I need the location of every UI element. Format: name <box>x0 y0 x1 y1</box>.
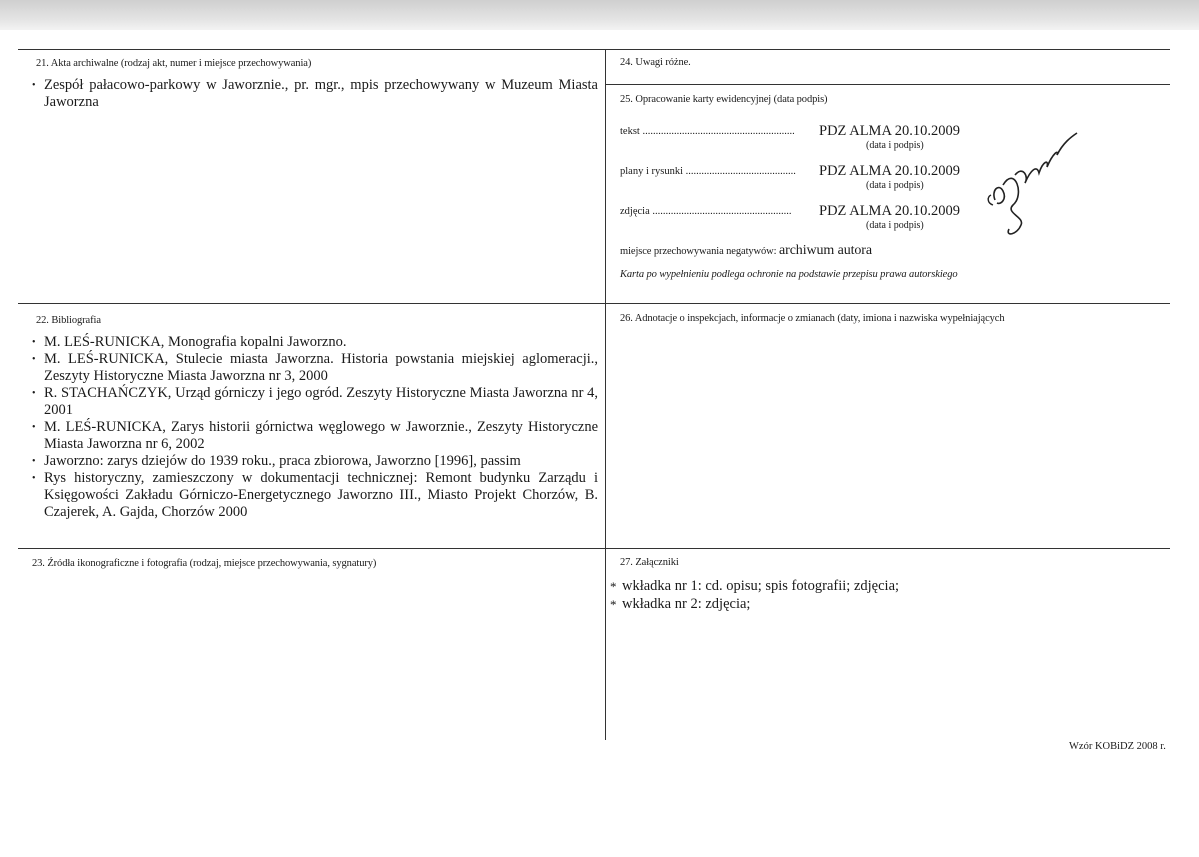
copyright-note: Karta po wypełnieniu podlega ochronie na podstawie przepisu prawa autorskiego <box>620 269 958 280</box>
bullet: • <box>32 354 36 365</box>
list-item: • Rys historyczny, zamieszczony w dokumentacji technicznej: Remont budynku Zarządu i Księgowości Zakładu Górniczo-Energetycznego Jaworzno III., Miasto Projekt Chorzów, B. Czajerek, A. Gajda, Chorzów 2000 <box>32 470 598 520</box>
list-item: • R. STACHAŃCZYK, Urząd górniczy i jego ogród. Zeszyty Historyczne Miasta Jaworzna nr 4, 2001 <box>32 385 598 418</box>
bullet: * <box>610 597 617 612</box>
bullet: * <box>610 579 617 594</box>
rule-row2-bottom <box>18 548 1170 549</box>
section-23-label: 23. Źródła ikonograficzne i fotografia (rodzaj, miejsce przechowywania, sygnatury) <box>32 558 377 569</box>
list-item: • Zespół pałacowo-parkowy w Jaworznie., pr. mgr., mpis przechowywany w Muzeum Miasta Jaworzna <box>32 77 598 110</box>
rule-s24-bottom <box>605 84 1170 85</box>
section-22-list <box>32 334 598 521</box>
section-27-label: 27. Załączniki <box>620 557 679 568</box>
rule-center <box>605 49 606 740</box>
list-item: * wkładka nr 2: zdjęcia; <box>610 596 751 612</box>
section-22-label: 22. Bibliografia <box>36 315 101 326</box>
negatives-storage: miejsce przechowywania negatywów: archiwum autora <box>620 243 872 258</box>
section-26-label: 26. Adnotacje o inspekcjach, informacje o zmianach (daty, imiona i nazwiska wypełniających <box>620 313 1005 324</box>
signature-sub-text: (data i podpis) <box>866 140 924 151</box>
negatives-storage-value: archiwum autora <box>779 243 872 258</box>
bullet: • <box>32 388 36 399</box>
bullet: • <box>32 337 36 348</box>
bullet: • <box>32 473 36 484</box>
section-27-list <box>610 578 1150 613</box>
section-21-label: 21. Akta archiwalne (rodzaj akt, numer i miejsce przechowywania) <box>36 58 312 69</box>
handwritten-signature <box>985 125 1080 245</box>
list-item: • Jaworzno: zarys dziejów do 1939 roku., praca zbiorowa, Jaworzno [1996], passim <box>32 453 521 469</box>
section-21-list <box>32 77 598 111</box>
rule-row1-bottom <box>18 303 1170 304</box>
signature-row-photos: zdjęcia ..................................................... PDZ ALMA 20.10.2009 <box>620 203 960 219</box>
list-item: * wkładka nr 1: cd. opisu; spis fotografii; zdjęcia; <box>610 578 900 594</box>
form-template-footer: Wzór KOBiDZ 2008 r. <box>1069 741 1166 752</box>
list-item: • M. LEŚ-RUNICKA, Zarys historii górnictwa węglowego w Jaworznie., Zeszyty Historyczne Miasta Jaworzna nr 6, 2002 <box>32 419 598 452</box>
section-25-label: 25. Opracowanie karty ewidencyjnej (data podpis) <box>620 94 828 105</box>
signature-sub-plans: (data i podpis) <box>866 180 924 191</box>
signature-sub-photos: (data i podpis) <box>866 220 924 231</box>
bullet: • <box>32 456 36 467</box>
signature-row-text: tekst .......................................................... PDZ ALMA 20.10.2009 <box>620 123 960 139</box>
rule-top <box>18 49 1170 50</box>
bullet: • <box>32 80 36 91</box>
signature-row-plans: plany i rysunki .......................................... PDZ ALMA 20.10.2009 <box>620 163 960 179</box>
scan-shadow <box>0 0 1199 30</box>
list-item: • M. LEŚ-RUNICKA, Stulecie miasta Jaworzna. Historia powstania miejskiej aglomeracji., Zeszyty Historyczne Miasta Jaworzna nr 3, 2000 <box>32 351 598 384</box>
section-24-label: 24. Uwagi różne. <box>620 57 691 68</box>
bullet: • <box>32 422 36 433</box>
list-item: • M. LEŚ-RUNICKA, Monografia kopalni Jaworzno. <box>32 334 347 350</box>
